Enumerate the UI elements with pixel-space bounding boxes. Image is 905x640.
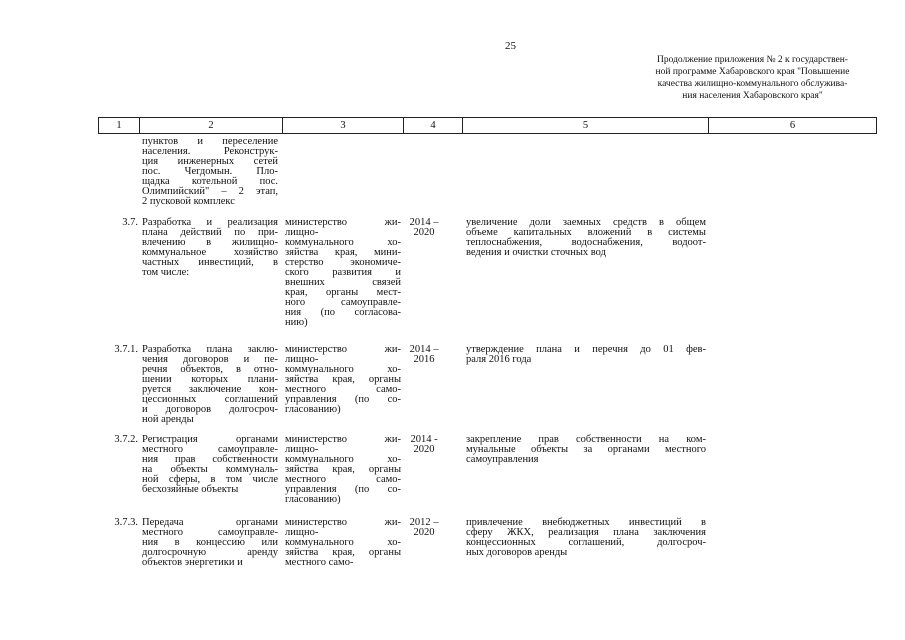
measure-name-line: коммунальное хозяйство <box>142 247 278 258</box>
measure-name-line: пунктов и переселение <box>142 136 278 147</box>
responsible-executor-line: коммунального хо- <box>285 537 401 548</box>
implementation-term-line: 2012 – <box>409 517 439 528</box>
responsible-executor <box>285 218 401 328</box>
measure-name <box>142 218 278 278</box>
measure-name-line: чения договоров и пе- <box>142 354 278 365</box>
implementation-term-line: 2014 – <box>409 344 439 355</box>
responsible-executor-line: управления (по со- <box>285 484 401 495</box>
column-numbers-header <box>98 117 877 134</box>
responsible-executor-line: лищно- <box>285 444 319 455</box>
column-number: 4 <box>404 118 463 134</box>
measure-name-line: влечению в жилищно- <box>142 237 278 248</box>
measure-name-line: ния прав собственности <box>142 454 278 465</box>
measure-name <box>142 345 278 425</box>
measure-name-line: местного самоуправле- <box>142 444 278 455</box>
implementation-term-line: 2020 <box>413 444 435 455</box>
measure-name-line: бесхозяйные объекты <box>142 484 239 495</box>
implementation-term <box>405 518 443 538</box>
row-number: 3.7.2. <box>114 434 138 445</box>
measure-name-line: долгосрочную аренду <box>142 547 278 558</box>
measure-name-line: цессионных соглашений <box>142 394 278 405</box>
measure-name-line: Регистрация органами <box>142 434 278 445</box>
measure-name-line: Передача органами <box>142 517 278 528</box>
measure-name-line: на объекты коммуналь- <box>142 464 278 475</box>
measure-name-line: пос. Чегдомын. Пло- <box>142 166 278 177</box>
responsible-executor-line: министерство жи- <box>285 517 401 528</box>
measure-name-line: населения. Реконструк- <box>142 146 278 157</box>
responsible-executor-line: гласованию) <box>285 494 341 505</box>
expected-result <box>466 518 706 558</box>
implementation-term-line: 2014 - <box>410 434 438 445</box>
responsible-executor-line: ского развития и <box>285 267 401 278</box>
responsible-executor <box>285 518 401 568</box>
implementation-term-line: 2014 – <box>409 217 439 228</box>
responsible-executor-line: местного само- <box>285 384 401 395</box>
expected-result <box>466 435 706 465</box>
responsible-executor-line: края, органы мест- <box>285 287 401 298</box>
implementation-term <box>405 435 443 455</box>
responsible-executor-line: коммунального хо- <box>285 364 401 375</box>
responsible-executor-line: стерство экономиче- <box>285 257 401 268</box>
responsible-executor-line: зяйства края, мини- <box>285 247 401 258</box>
implementation-term <box>405 218 443 238</box>
responsible-executor-line: зяйства края, органы <box>285 374 401 385</box>
measure-name-line: ной аренды <box>142 414 194 425</box>
measure-name-line: и договоров долгосроч- <box>142 404 278 415</box>
responsible-executor-line: ния (по согласова- <box>285 307 401 318</box>
responsible-executor-line: министерство жи- <box>285 344 401 355</box>
implementation-term-line: 2016 <box>413 354 435 365</box>
measure-name-line: ния в концессию или <box>142 537 278 548</box>
responsible-executor-line: управления (по со- <box>285 394 401 405</box>
responsible-executor-line: нию) <box>285 317 308 328</box>
implementation-term <box>405 345 443 365</box>
expected-result-line: теплоснабжения, водоснабжения, водоот- <box>466 237 706 248</box>
expected-result-line: ных договоров аренды <box>466 547 568 558</box>
measure-name-line: руется заключение кон- <box>142 384 278 395</box>
responsible-executor-line: министерство жи- <box>285 434 401 445</box>
measure-name-line: речня объектов, в отно- <box>142 364 278 375</box>
row-number: 3.7.1. <box>114 344 138 355</box>
responsible-executor-line: зяйства края, органы <box>285 547 401 558</box>
implementation-term-line: 2020 <box>413 527 435 538</box>
responsible-executor-line: лищно- <box>285 227 319 238</box>
measure-name <box>142 137 278 207</box>
expected-result-line: ведения и очистки сточных вод <box>466 247 606 258</box>
expected-result-line: закрепление прав собственности на ком- <box>466 434 706 445</box>
appendix-note <box>630 54 875 102</box>
measure-name-line: частных инвестиций, в <box>142 257 278 268</box>
appendix-note-line: Продолжение приложения № 2 к государствен- <box>657 55 848 65</box>
expected-result-line: сферу ЖКХ, реализация плана заключения <box>466 527 706 538</box>
page-number: 25 <box>505 40 516 52</box>
responsible-executor <box>285 435 401 505</box>
responsible-executor-line: коммунального хо- <box>285 237 401 248</box>
expected-result-line: увеличение доли заемных средств в общем <box>466 217 706 228</box>
expected-result-line: мунальные объекты за органами местного <box>466 444 706 455</box>
expected-result-line: концессионных соглашений, долгосроч- <box>466 537 706 548</box>
measure-name-line: объектов энергетики и <box>142 557 243 568</box>
measure-name-line: Разработка и реализация <box>142 217 278 228</box>
responsible-executor-line: зяйства края, органы <box>285 464 401 475</box>
measure-name-line: том числе: <box>142 267 190 278</box>
expected-result-line: раля 2016 года <box>466 354 532 365</box>
responsible-executor-line: гласованию) <box>285 404 341 415</box>
appendix-note-line: ния населения Хабаровского края" <box>682 91 823 101</box>
responsible-executor-line: министерство жи- <box>285 217 401 228</box>
column-number: 1 <box>99 118 140 134</box>
responsible-executor-line: коммунального хо- <box>285 454 401 465</box>
responsible-executor-line: лищно- <box>285 527 319 538</box>
measure-name <box>142 435 278 495</box>
column-number: 2 <box>140 118 283 134</box>
measure-name-line: шении которых плани- <box>142 374 278 385</box>
responsible-executor-line: лищно- <box>285 354 319 365</box>
measure-name-line: 2 пусковой комплекс <box>142 196 235 207</box>
responsible-executor-line: внешних связей <box>285 277 401 288</box>
expected-result <box>466 345 706 365</box>
responsible-executor <box>285 345 401 415</box>
measure-name-line: плана действий по при- <box>142 227 278 238</box>
row-number: 3.7. <box>122 217 138 228</box>
column-number: 6 <box>709 118 877 134</box>
measure-name-line: ция инженерных сетей <box>142 156 278 167</box>
expected-result-line: самоуправления <box>466 454 539 465</box>
expected-result-line: привлечение внебюджетных инвестиций в <box>466 517 706 528</box>
expected-result-line: утверждение плана и перечня до 01 фев- <box>466 344 706 355</box>
expected-result-line: объеме капитальных вложений в системы <box>466 227 706 238</box>
measure-name-line: Олимпийский" – 2 этап, <box>142 186 278 197</box>
measure-name-line: местного самоуправле- <box>142 527 278 538</box>
responsible-executor-line: ного самоуправле- <box>285 297 401 308</box>
responsible-executor-line: местного само- <box>285 474 401 485</box>
expected-result <box>466 218 706 258</box>
measure-name-line: Разработка плана заклю- <box>142 344 278 355</box>
column-number: 5 <box>463 118 709 134</box>
row-number: 3.7.3. <box>114 517 138 528</box>
responsible-executor-line: местного само- <box>285 557 354 568</box>
column-number: 3 <box>283 118 404 134</box>
measure-name-line: ной сферы, в том числе <box>142 474 278 485</box>
measure-name <box>142 518 278 568</box>
implementation-term-line: 2020 <box>413 227 435 238</box>
measure-name-line: щадка котельной пос. <box>142 176 278 187</box>
appendix-note-line: качества жилищно-коммунального обслужива- <box>657 79 848 89</box>
appendix-note-line: ной программе Хабаровского края "Повышение <box>655 67 850 77</box>
